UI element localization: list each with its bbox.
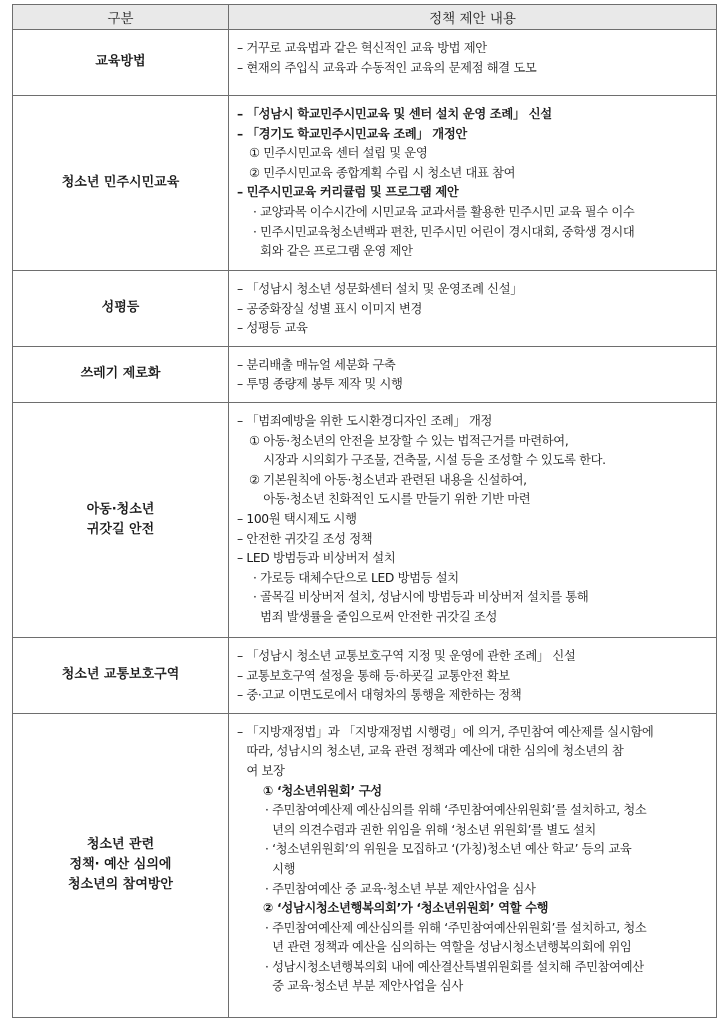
list-marker: – — [237, 377, 247, 392]
list-item — [237, 569, 708, 589]
list-item-text: ‘청소년위원회’의 위원을 모집하고 ‘(가칭)청소년 예산 학교’ 등의 교육 시행 — [272, 842, 632, 876]
list-item-text: 기본원칙에 아동·청소년과 관련된 내용을 신설하여, 아동·청소년 친화적인 도시를 만들기 위한 기반 마련 — [263, 472, 531, 507]
row-content — [229, 271, 717, 347]
list-item-text: LED 방범등과 비상버저 설치 — [246, 551, 396, 566]
list-item-text: 「성남시 청소년 성문화센터 설치 및 운영조례 신설」 — [246, 282, 523, 296]
list-item-text: 골목길 비상버저 설치, 성남시에 방범등과 비상버저 설치를 통해 범죄 발생률을 줄임으로써 안전한 귀갓길 조성 — [260, 590, 589, 624]
row-content — [229, 346, 717, 402]
list-item — [237, 549, 708, 569]
list-marker: – — [237, 41, 247, 55]
table-row — [13, 30, 717, 96]
list-marker: – — [237, 413, 247, 428]
list-item — [237, 39, 708, 59]
list-item — [237, 801, 708, 840]
list-item — [237, 300, 708, 320]
list-marker: ② — [263, 901, 277, 916]
list-marker: · — [265, 881, 273, 896]
row-category: 교육방법 — [13, 30, 229, 96]
list-item-text: 교통보호구역 설정을 통해 등·하굣길 교통안전 확보 — [246, 668, 510, 683]
row-content — [229, 713, 717, 1017]
table-header-row — [13, 5, 717, 30]
list-item-text: 아동·청소년의 안전을 보장할 수 있는 법적근거를 마련하여, 시장과 시의회가 구조물, 건축물, 시설 등을 조성할 수 있도록 한다. — [263, 433, 606, 468]
list-item — [237, 840, 708, 879]
list-item-text: 중·고교 이면도로에서 대형차의 통행을 제한하는 정책 — [246, 688, 522, 703]
list-item — [237, 375, 708, 395]
row-category: 청소년 교통보호구역 — [13, 637, 229, 713]
list-marker: · — [253, 204, 261, 219]
list-item — [237, 59, 708, 79]
header-content: 정책 제안 내용 — [229, 5, 717, 30]
list-item — [237, 223, 708, 262]
list-item-text: 민주시민교육 커리큘럼 및 프로그램 제안 — [246, 185, 459, 200]
table-row — [13, 96, 717, 271]
list-marker: ① — [249, 433, 264, 448]
list-item-text: 성평등 교육 — [246, 321, 308, 336]
list-marker: ① — [249, 146, 264, 161]
list-marker: – — [237, 511, 247, 526]
list-item — [237, 125, 708, 145]
list-item — [237, 164, 708, 184]
list-item-text: 거꾸로 교육법과 같은 혁신적인 교육 방법 제안 — [246, 41, 487, 55]
list-marker: · — [253, 590, 261, 605]
list-item-text: 「성남시 학교민주시민교육 및 센터 설치 운영 조례」 신설 — [246, 107, 552, 121]
list-item — [237, 723, 708, 782]
list-item-text: 주민참여예산 중 교육·청소년 부분 제안사업을 심사 — [272, 881, 536, 896]
list-item — [237, 588, 708, 627]
list-marker: · — [265, 803, 273, 818]
list-item-text: 「지방재정법」과 「지방재정법 시행령」에 의거, 주민참여 예산제를 실시함에 따라, 성남시의 청소년, 교육 관련 정책과 예산에 대한 심의에 청소년의 참 여 보장 — [246, 724, 654, 778]
row-content — [229, 96, 717, 271]
list-marker: · — [265, 842, 273, 857]
row-category: 쓰레기 제로화 — [13, 346, 229, 402]
list-marker: – — [237, 648, 247, 663]
list-item — [237, 647, 708, 667]
list-marker: – — [237, 531, 247, 546]
row-content — [229, 402, 717, 637]
list-marker: · — [265, 959, 273, 974]
list-item — [237, 432, 708, 471]
list-item — [237, 144, 708, 164]
list-item-text: 「성남시 청소년 교통보호구역 지정 및 운영에 관한 조례」 신설 — [246, 648, 576, 663]
list-marker: – — [237, 321, 247, 336]
list-item — [237, 530, 708, 550]
list-marker: · — [265, 920, 273, 935]
list-item — [237, 183, 708, 203]
list-item-text: ‘성남시청소년행복의회’가 ‘청소년위원회’ 역할 수행 — [277, 901, 549, 916]
table-row — [13, 402, 717, 637]
list-item — [237, 782, 708, 802]
list-item-text: 100원 택시제도 시행 — [246, 511, 357, 526]
list-marker: · — [253, 570, 261, 585]
list-marker: ② — [249, 472, 264, 487]
list-item-text: 안전한 귀갓길 조성 정책 — [246, 531, 373, 546]
list-marker: · — [253, 224, 261, 239]
list-marker: ① — [263, 783, 277, 798]
table-row — [13, 637, 717, 713]
list-marker: – — [237, 668, 247, 683]
list-item — [237, 412, 708, 432]
row-category: 아동·청소년 귀갓길 안전 — [13, 402, 229, 637]
list-marker: – — [237, 357, 247, 372]
list-item-text: 현재의 주입식 교육과 수동적인 교육의 문제점 해결 도모 — [246, 60, 537, 75]
list-item-text: 교양과목 이수시간에 시민교육 교과서를 활용한 민주시민 교육 필수 이수 — [260, 204, 635, 219]
list-item — [237, 105, 708, 125]
list-item-text: 민주시민교육 센터 설립 및 운영 — [263, 146, 428, 161]
list-item-text: ‘청소년위원회’ 구성 — [277, 783, 382, 798]
header-category: 구분 — [13, 5, 229, 30]
row-category: 청소년 관련 정책· 예산 심의에 청소년의 참여방안 — [13, 713, 229, 1017]
list-item — [237, 280, 708, 300]
table-row — [13, 271, 717, 347]
list-item-text: 「경기도 학교민주시민교육 조례」 개정안 — [246, 126, 467, 141]
list-item — [237, 203, 708, 223]
table-row — [13, 713, 717, 1017]
list-marker: – — [237, 185, 247, 200]
list-item-text: 민주시민교육청소년백과 편찬, 민주시민 어린이 경시대회, 중학생 경시대 회와 같은 프로그램 운영 제안 — [260, 224, 635, 259]
row-category: 청소년 민주시민교육 — [13, 96, 229, 271]
list-item-text: 가로등 대체수단으로 LED 방범등 설치 — [260, 570, 459, 585]
list-marker: – — [237, 301, 247, 316]
list-item-text: 공중화장실 성별 표시 이미지 변경 — [246, 301, 422, 316]
list-item — [237, 958, 708, 997]
list-item-text: 분리배출 매뉴얼 세분화 구축 — [246, 357, 396, 372]
list-item — [237, 919, 708, 958]
list-item — [237, 319, 708, 339]
row-content — [229, 30, 717, 96]
row-category: 성평등 — [13, 271, 229, 347]
list-item-text: 성남시청소년행복의회 내에 예산결산특별위원회를 설치해 주민참여예산 중 교육·청소년 부분 제안사업을 심사 — [272, 959, 644, 994]
list-marker: – — [237, 126, 247, 141]
list-item-text: 주민참여예산제 예산심의를 위해 ‘주민참여예산위원회’를 설치하고, 청소 년 관련 정책과 예산을 심의하는 역할을 성남시청소년행복의회에 위임 — [272, 920, 647, 955]
list-item — [237, 510, 708, 530]
list-item — [237, 471, 708, 510]
policy-table — [12, 4, 717, 1018]
list-item — [237, 686, 708, 706]
row-content — [229, 637, 717, 713]
list-marker: ② — [249, 165, 264, 180]
list-marker: – — [237, 107, 247, 121]
list-item — [237, 356, 708, 376]
list-item-text: 주민참여예산제 예산심의를 위해 ‘주민참여예산위원회’를 설치하고, 청소 년의 의견수렴과 권한 위임을 위해 ‘청소년 위원회’를 별도 설치 — [272, 803, 647, 837]
list-marker: – — [237, 688, 247, 703]
list-marker: – — [237, 551, 247, 566]
list-item — [237, 880, 708, 900]
list-item-text: 민주시민교육 종합계획 수립 시 청소년 대표 참여 — [263, 165, 516, 180]
list-item — [237, 667, 708, 687]
list-marker: – — [237, 724, 247, 739]
list-item-text: 투명 종량제 봉투 제작 및 시행 — [246, 377, 403, 392]
table-row — [13, 346, 717, 402]
list-item-text: 「범죄예방을 위한 도시환경디자인 조례」 개정 — [246, 413, 493, 428]
list-item — [237, 899, 708, 919]
list-marker: – — [237, 282, 247, 296]
list-marker: – — [237, 60, 247, 75]
